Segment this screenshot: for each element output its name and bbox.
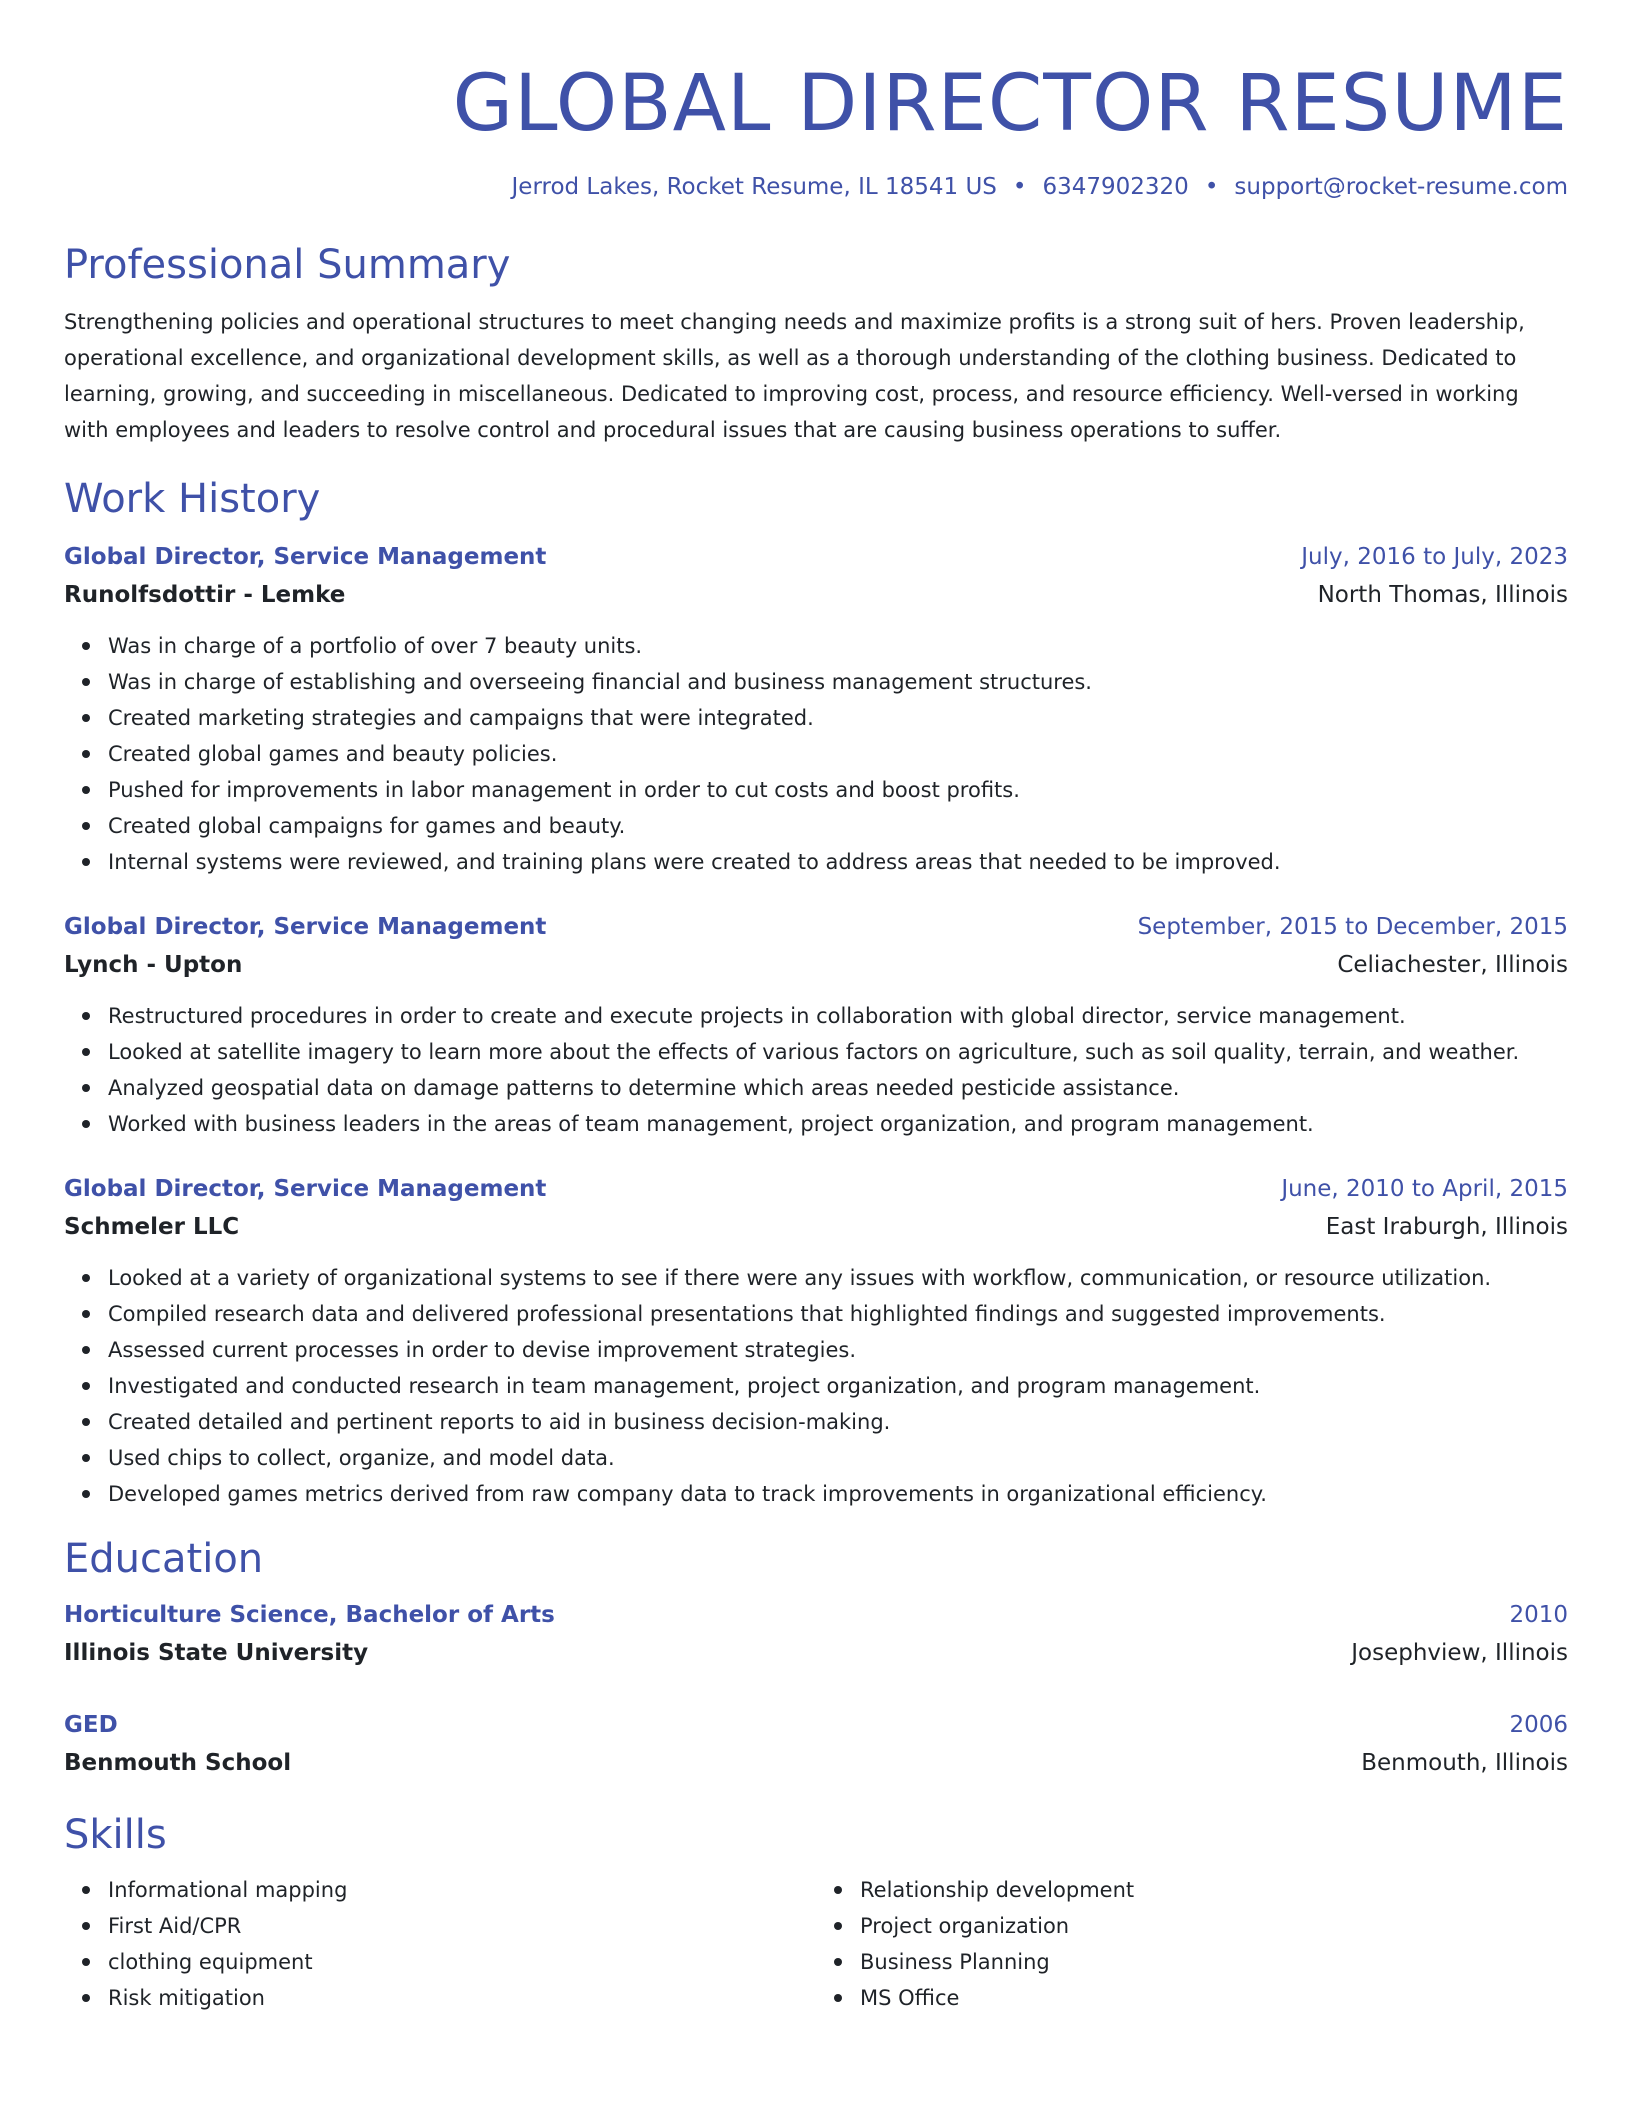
list-item: Looked at satellite imagery to learn more about the effects of various factors on agriculture, such as soil quality, terrain, and weather. — [108, 1034, 1568, 1070]
skills-list-right — [816, 1872, 1568, 2016]
list-item: Investigated and conducted research in team management, project organization, and program management. — [108, 1368, 1568, 1404]
section-heading-skills: Skills — [64, 1812, 167, 1858]
list-item: Pushed for improvements in labor management in order to cut costs and boost profits. — [108, 772, 1568, 808]
page-title: GLOBAL DIRECTOR RESUME — [452, 59, 1568, 149]
education-header-row — [64, 1596, 1568, 1634]
list-item: Created global games and beauty policies. — [108, 736, 1568, 772]
job-location: North Thomas, Illinois — [1317, 582, 1568, 608]
job-company-row — [64, 946, 1568, 984]
job-dates: September, 2015 to December, 2015 — [1137, 914, 1568, 940]
skill-item: First Aid/CPR — [108, 1908, 816, 1944]
skill-item: Informational mapping — [108, 1872, 816, 1908]
job-header-row — [64, 538, 1568, 576]
education-school: Illinois State University — [64, 1640, 369, 1666]
job-header-row — [64, 1170, 1568, 1208]
education-school: Benmouth School — [64, 1750, 292, 1776]
job-bullets — [64, 628, 1568, 880]
list-item: Assessed current processes in order to devise improvement strategies. — [108, 1332, 1568, 1368]
education-school-row — [64, 1744, 1568, 1782]
job-company-row — [64, 576, 1568, 614]
list-item: Worked with business leaders in the areas of team management, project organization, and program management. — [108, 1106, 1568, 1142]
education-header-row — [64, 1706, 1568, 1744]
list-item: Was in charge of a portfolio of over 7 beauty units. — [108, 628, 1568, 664]
education-location: Josephview, Illinois — [1351, 1640, 1568, 1666]
section-heading-work: Work History — [64, 476, 321, 522]
contact-address: Jerrod Lakes, Rocket Resume, IL 18541 US — [511, 174, 997, 200]
job-bullets — [64, 1260, 1568, 1512]
contact-separator: • — [1204, 174, 1219, 200]
education-entry — [64, 1596, 1568, 1672]
job-location: Celiachester, Illinois — [1337, 952, 1568, 978]
job-bullets — [64, 998, 1568, 1142]
job-dates: June, 2010 to April, 2015 — [1281, 1176, 1568, 1202]
education-degree: GED — [64, 1712, 118, 1738]
resume-page — [64, 0, 1568, 2016]
education-location: Benmouth, Illinois — [1361, 1750, 1568, 1776]
contact-separator: • — [1012, 174, 1027, 200]
job-company-row — [64, 1208, 1568, 1246]
list-item: Created detailed and pertinent reports to aid in business decision-making. — [108, 1404, 1568, 1440]
job-location: East Iraburgh, Illinois — [1325, 1214, 1568, 1240]
skills-list-left — [64, 1872, 816, 2016]
contact-email: support@rocket-resume.com — [1234, 174, 1568, 200]
list-item: Created global campaigns for games and beauty. — [108, 808, 1568, 844]
education-school-row — [64, 1634, 1568, 1672]
education-entry — [64, 1706, 1568, 1782]
job-entry — [64, 1170, 1568, 1512]
job-dates: July, 2016 to July, 2023 — [1301, 544, 1568, 570]
job-header-row — [64, 908, 1568, 946]
job-role: Global Director, Service Management — [64, 1176, 547, 1202]
skill-item: Relationship development — [860, 1872, 1568, 1908]
list-item: Created marketing strategies and campaigns that were integrated. — [108, 700, 1568, 736]
job-company: Schmeler LLC — [64, 1214, 240, 1240]
list-item: Was in charge of establishing and overseeing financial and business management structures. — [108, 664, 1568, 700]
list-item: Developed games metrics derived from raw company data to track improvements in organizational efficiency. — [108, 1476, 1568, 1512]
job-entry — [64, 538, 1568, 880]
list-item: Analyzed geospatial data on damage patterns to determine which areas needed pesticide assistance. — [108, 1070, 1568, 1106]
list-item: Internal systems were reviewed, and training plans were created to address areas that needed to be improved. — [108, 844, 1568, 880]
job-role: Global Director, Service Management — [64, 914, 547, 940]
education-year: 2006 — [1509, 1712, 1568, 1738]
list-item: Looked at a variety of organizational systems to see if there were any issues with workflow, communication, or resource utilization. — [108, 1260, 1568, 1296]
list-item: Compiled research data and delivered professional presentations that highlighted findings and suggested improvements. — [108, 1296, 1568, 1332]
skill-item: Risk mitigation — [108, 1980, 816, 2016]
section-heading-education: Education — [64, 1536, 264, 1582]
skill-item: Business Planning — [860, 1944, 1568, 1980]
job-company: Lynch - Upton — [64, 952, 243, 978]
skills-columns — [64, 1872, 1568, 2016]
job-role: Global Director, Service Management — [64, 544, 547, 570]
contact-phone: 6347902320 — [1042, 174, 1189, 200]
education-degree: Horticulture Science, Bachelor of Arts — [64, 1602, 555, 1628]
list-item: Used chips to collect, organize, and model data. — [108, 1440, 1568, 1476]
contact-line — [64, 172, 1568, 202]
section-heading-summary: Professional Summary — [64, 242, 511, 288]
job-entry — [64, 908, 1568, 1142]
list-item: Restructured procedures in order to create and execute projects in collaboration with global director, service management. — [108, 998, 1568, 1034]
education-year: 2010 — [1509, 1602, 1568, 1628]
skill-item: clothing equipment — [108, 1944, 816, 1980]
skill-item: Project organization — [860, 1908, 1568, 1944]
job-company: Runolfsdottir - Lemke — [64, 582, 346, 608]
summary-text: Strengthening policies and operational structures to meet changing needs and maximize profits is a strong suit of hers. Proven leadership, operational excellence, and organizational development skills, as well as a thorough understanding of the clothing business. Dedicated to learning, growing, and succeeding in miscellaneous. Dedicated to improving cost, process, and resource efficiency. Well-versed in working with employees and leaders to resolve control and procedural issues that are causing business operations to suffer. — [64, 310, 1525, 442]
skill-item: MS Office — [860, 1980, 1568, 2016]
